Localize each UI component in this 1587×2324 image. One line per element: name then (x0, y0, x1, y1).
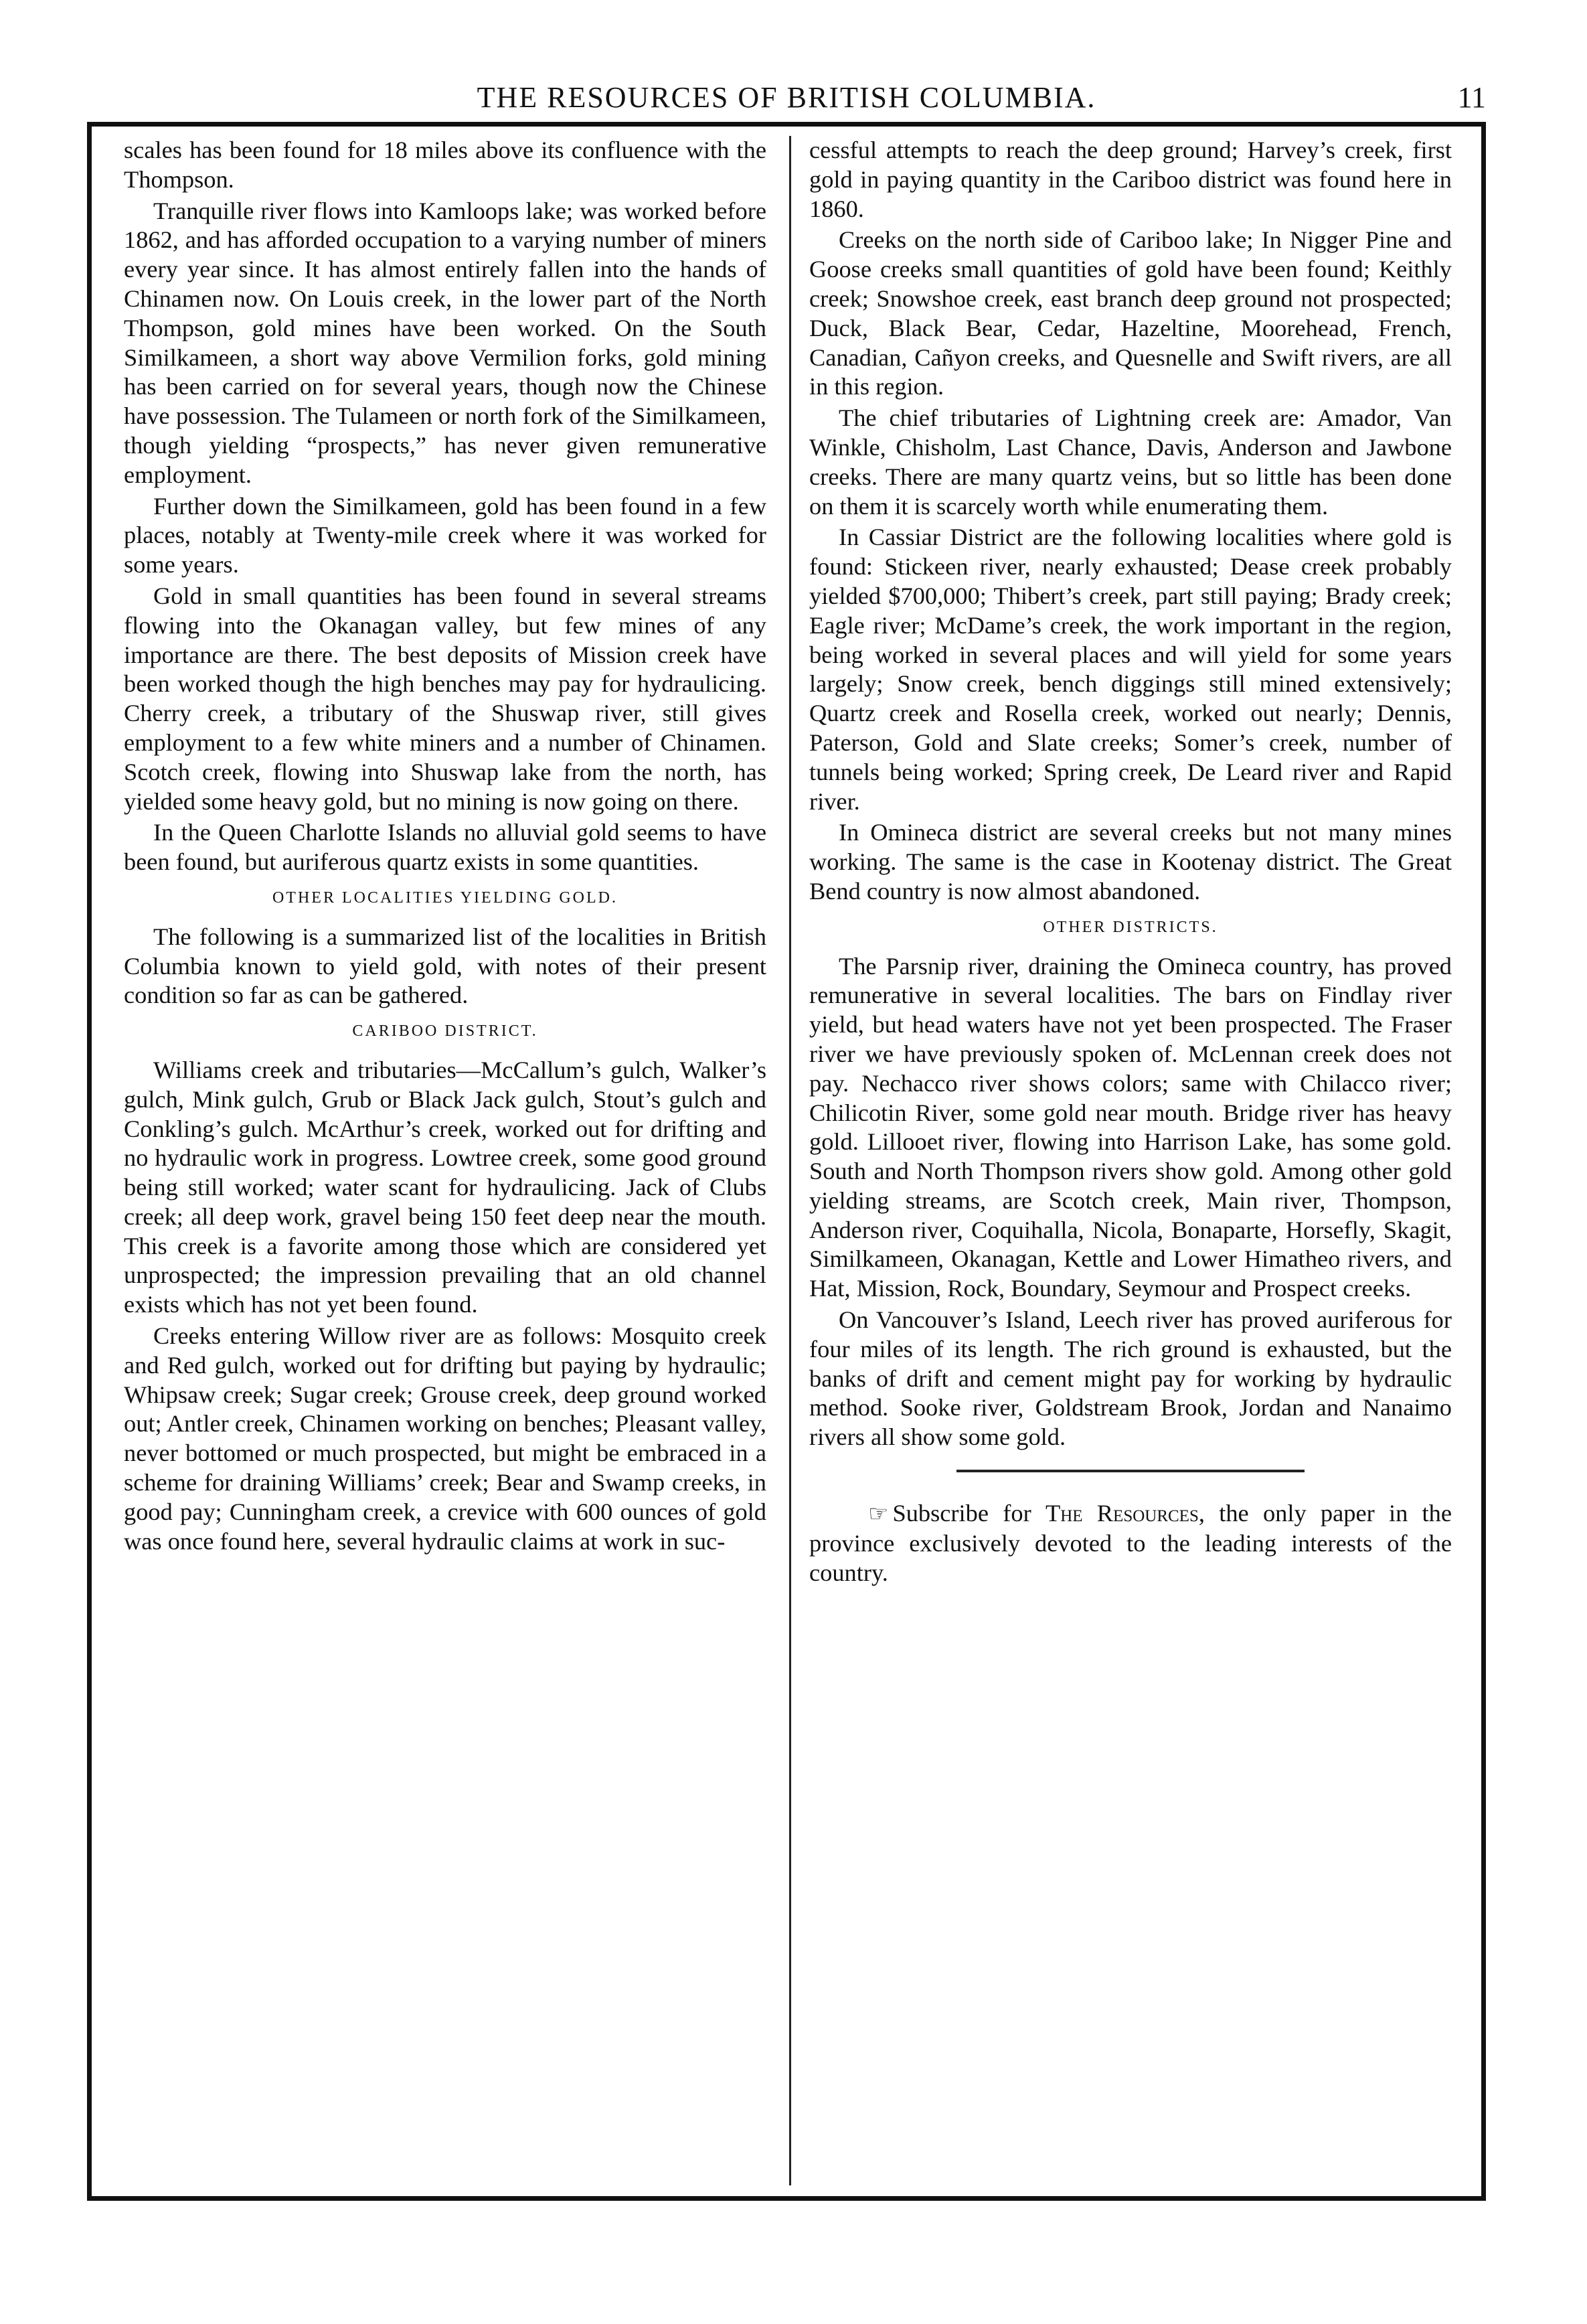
pointing-hand-icon: ☞ (868, 1502, 889, 1527)
paragraph: The following is a summarized list of the localities in British Columbia known to yield gold, with notes of their present condition so far as can be gathered. (124, 923, 766, 1009)
paragraph: Tranquille river flows into Kamloops lake; was worked before 1862, and has afforded occupation to a varying number of miners every year since. It has almost entirely fallen into the hands of Chinamen now. On Louis creek, in the lower part of the North Thompson, gold mines have been worked. On the South Similkameen, a short way above Vermilion forks, gold mining has been carried on for several years, though now the Chinese have possession. The Tulameen or north fork of the Similkameen, though yielding “prospects,” has never given remunerative employment. (124, 197, 766, 488)
paragraph: In the Queen Charlotte Islands no alluvial gold seems to have been found, but auriferous quartz exists in some quantities. (124, 819, 766, 876)
paragraph: Gold in small quantities has been found in several streams flowing into the Okanagan valley, but few mines of any importance are there. The best deposits of Mission creek have been worked though the high benches may pay for hydraulicing. Cherry creek, a tributary of the Shuswap river, still gives employment to a few white miners and a number of Chinamen. Scotch creek, flowing into Shuswap lake from the north, has yielded some heavy gold, but no mining is now going on there. (124, 582, 766, 815)
paragraph: The chief tributaries of Lightning creek are: Amador, Van Winkle, Chisholm, Last Chance, Davis, Anderson and Jawbone creeks. There are many quartz veins, but so little has been done on them it is scarcely worth while enumerating them. (809, 404, 1452, 520)
right-column (809, 136, 1452, 2185)
paragraph: In Omineca district are several creeks but not many mines working. The same is the case in Kootenay district. The Great Bend country is now almost abandoned. (809, 819, 1452, 905)
notice-text-pre: Subscribe for (892, 1500, 1031, 1527)
section-heading: OTHER DISTRICTS. (1043, 918, 1218, 936)
paragraph: The Parsnip river, draining the Omineca country, has proved remunerative in several localities. The bars on Findlay river yield, but head waters have not yet been prospected. The Fraser river we have previously spoken of. McLennan creek does not pay. Nechacco river shows colors; same with Chilacco river; Chilicotin River, some gold near mouth. Bridge river has heavy gold. Lillooet river, flowing into Harrison Lake, has some gold. South and North Thompson rivers show gold. Among other gold yielding streams, are Scotch creek, Main river, Thompson, Anderson river, Coquihalla, Nicola, Bonaparte, Horsefly, Skagit, Similkameen, Okanagan, Kettle and Lower Himatheo rivers, and Hat, Mission, Rock, Boundary, Seymour and Prospect creeks. (809, 952, 1452, 1302)
paragraph: Further down the Similkameen, gold has been found in a few places, notably at Twenty-mile creek where it was worked for some years. (124, 492, 766, 578)
paragraph: Creeks entering Willow river are as follows: Mosquito creek and Red gulch, worked out for drifting but paying by hydraulic; Whipsaw creek; Sugar creek; Grouse creek, deep ground worked out; Antler creek, Chinamen working on benches; Pleasant valley, never bottomed or much prospected, but might be embraced in a scheme for draining Williams’ creek; Bear and Swamp creeks, in good pay; Cunningham creek, a crevice with 600 ounces of gold was once found here, several hydraulic claims at work in suc- (124, 1322, 766, 1555)
running-title: THE RESOURCES OF BRITISH COLUMBIA. (477, 81, 1096, 114)
subscribe-notice (809, 1499, 1452, 1587)
paragraph: On Vancouver’s Island, Leech river has proved auriferous for four miles of its length. The rich ground is exhausted, but the banks of drift and cement might pay for working by hydraulic method. Sooke river, Goldstream Brook, Jordan and Nanaimo rivers all show some gold. (809, 1306, 1452, 1451)
section-divider (956, 1470, 1305, 1472)
column-divider (789, 136, 791, 2185)
publication-title: The Resources, (1045, 1500, 1205, 1527)
notice-text-post: the only paper in the province exclusively devoted to the leading interests of the country. (809, 1500, 1452, 1586)
section-heading: CARIBOO DISTRICT. (352, 1022, 538, 1040)
page-header (87, 80, 1486, 127)
paragraph: cessful attempts to reach the deep ground; Harvey’s creek, first gold in paying quantity in the Cariboo district was found here in 1860. (809, 137, 1452, 222)
paragraph: In Cassiar District are the following localities where gold is found: Stickeen river, nearly exhausted; Dease creek probably yielded $700,000; Thibert’s creek, part still paying; Brady creek; Eagle river; McDame’s creek, the work important in the region, being worked in several places and will yield for some years largely; Snow creek, bench diggings still mined extensively; Quartz creek and Rosella creek, worked out nearly; Dennis, Paterson, Gold and Slate creeks; Somer’s creek, number of tunnels being worked; Spring creek, De Leard river and Rapid river. (809, 524, 1452, 815)
paragraph: Williams creek and tributaries—McCallum’s gulch, Walker’s gulch, Mink gulch, Grub or Black Jack gulch, Stout’s gulch and Conkling’s gulch. McArthur’s creek, worked out for drifting and no hydraulic work in progress. Lowtree creek, some good ground being still worked; water scant for hydraulicing. Jack of Clubs creek; all deep work, gravel being 150 feet deep near the mouth. This creek is a favorite among those which are considered yet unprospected; the impression prevailing that an old channel exists which has not yet been found. (124, 1056, 766, 1318)
page-frame (87, 122, 1486, 2201)
paragraph: scales has been found for 18 miles above its confluence with the Thompson. (124, 137, 766, 193)
left-column (124, 136, 766, 2185)
page-number: 11 (1457, 81, 1486, 114)
section-heading: OTHER LOCALITIES YIELDING GOLD. (272, 888, 618, 907)
paragraph: Creeks on the north side of Cariboo lake; In Nigger Pine and Goose creeks small quantities of gold have been found; Keithly creek; Snowshoe creek, east branch deep ground not prospected; Duck, Black Bear, Cedar, Hazeltine, Moorehead, French, Canadian, Cañyon creeks, and Quesnelle and Swift rivers, are all in this region. (809, 226, 1452, 400)
